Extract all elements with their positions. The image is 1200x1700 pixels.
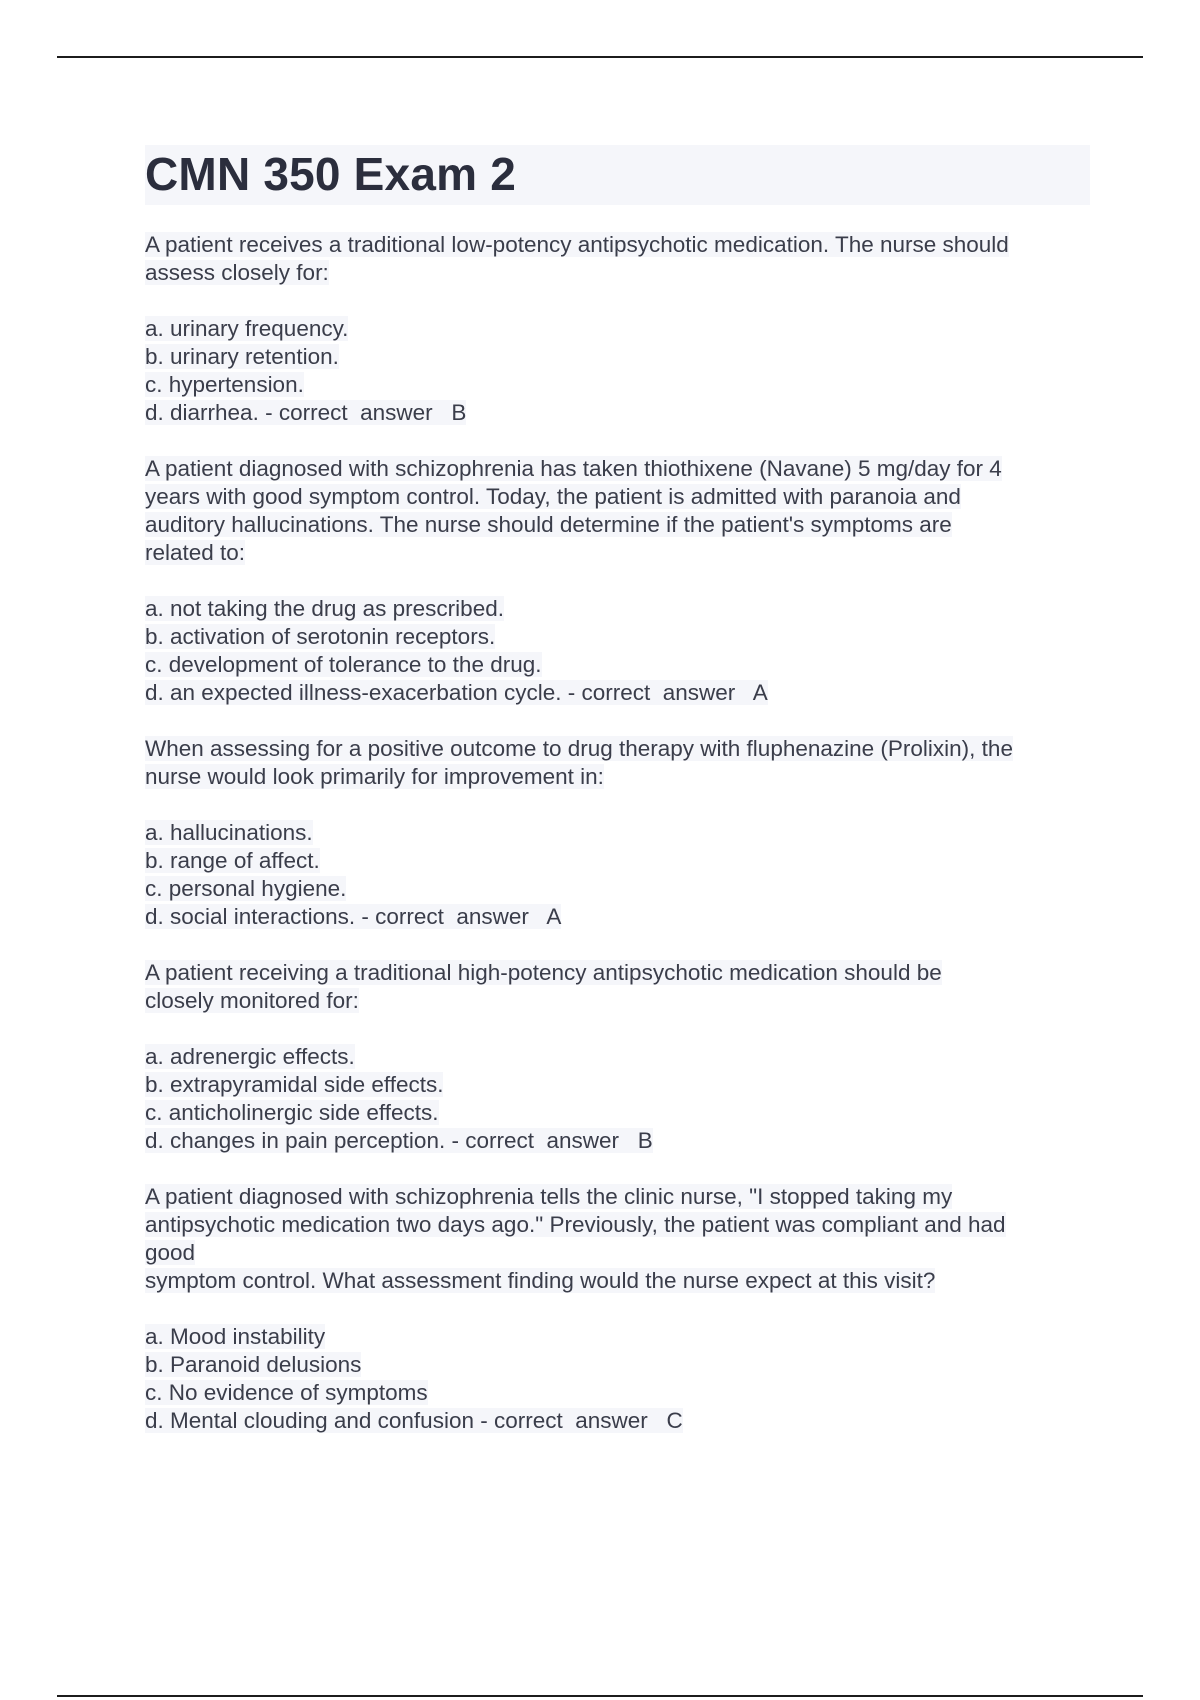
answer-options <box>145 595 1090 707</box>
question-stem-text: A patient receives a traditional low-potency antipsychotic medication. The nurse should assess closely for: <box>145 232 1009 285</box>
question-2 <box>145 455 1090 707</box>
option-c: c. personal hygiene. <box>145 876 347 901</box>
question-stem <box>145 231 1090 287</box>
bottom-divider <box>57 1695 1143 1697</box>
question-stem <box>145 959 1090 1015</box>
option-b: b. range of affect. <box>145 848 320 873</box>
question-3 <box>145 735 1090 931</box>
correct-answer-label: - correct answer C <box>473 1408 683 1433</box>
answer-options <box>145 1323 1090 1435</box>
answer-options <box>145 315 1090 427</box>
answer-options <box>145 819 1090 931</box>
option-c: c. development of tolerance to the drug. <box>145 652 542 677</box>
question-stem <box>145 1183 1090 1295</box>
question-stem <box>145 455 1090 567</box>
question-stem-text: When assessing for a positive outcome to drug therapy with fluphenazine (Prolixin), the nurse would look primarily for improvement in: <box>145 736 1013 789</box>
question-stem-text: A patient receiving a traditional high-potency antipsychotic medication should be closely monitored for: <box>145 960 942 1013</box>
option-a: a. not taking the drug as prescribed. <box>145 596 504 621</box>
option-d: d. Mental clouding and confusion - correct answer C <box>145 1408 683 1433</box>
document-body <box>145 145 1090 1463</box>
option-a: a. Mood instability <box>145 1324 326 1349</box>
question-stem <box>145 735 1090 791</box>
option-a: a. adrenergic effects. <box>145 1044 355 1069</box>
option-a: a. hallucinations. <box>145 820 313 845</box>
option-d: d. diarrhea. - correct answer B <box>145 400 467 425</box>
question-1 <box>145 231 1090 427</box>
document-title: CMN 350 Exam 2 <box>145 145 1090 205</box>
option-b: b. Paranoid delusions <box>145 1352 362 1377</box>
question-stem-text: A patient diagnosed with schizophrenia tells the clinic nurse, "I stopped taking my antipsychotic medication two days ago." Previously, the patient was compliant and had good symptom control. What assessment finding would the nurse expect at this visit? <box>145 1184 1006 1293</box>
correct-answer-label: - correct answer B <box>445 1128 653 1153</box>
option-a: a. urinary frequency. <box>145 316 349 341</box>
answer-options <box>145 1043 1090 1155</box>
option-c: c. hypertension. <box>145 372 304 397</box>
question-4 <box>145 959 1090 1155</box>
correct-answer-label: - correct answer A <box>355 904 562 929</box>
correct-answer-label: - correct answer B <box>258 400 467 425</box>
correct-answer-label: - correct answer A <box>561 680 768 705</box>
option-b: b. extrapyramidal side effects. <box>145 1072 444 1097</box>
top-divider <box>57 56 1143 58</box>
option-b: b. urinary retention. <box>145 344 339 369</box>
option-d: d. social interactions. - correct answer A <box>145 904 562 929</box>
question-stem-text: A patient diagnosed with schizophrenia has taken thiothixene (Navane) 5 mg/day for 4 years with good symptom control. Today, the patient is admitted with paranoia and auditory hallucinations. The nurse should determine if the patient's symptoms are related to: <box>145 456 1002 565</box>
option-d: d. an expected illness-exacerbation cycle. - correct answer A <box>145 680 768 705</box>
option-b: b. activation of serotonin receptors. <box>145 624 496 649</box>
option-d: d. changes in pain perception. - correct answer B <box>145 1128 653 1153</box>
option-c: c. No evidence of symptoms <box>145 1380 428 1405</box>
question-5 <box>145 1183 1090 1435</box>
option-c: c. anticholinergic side effects. <box>145 1100 439 1125</box>
